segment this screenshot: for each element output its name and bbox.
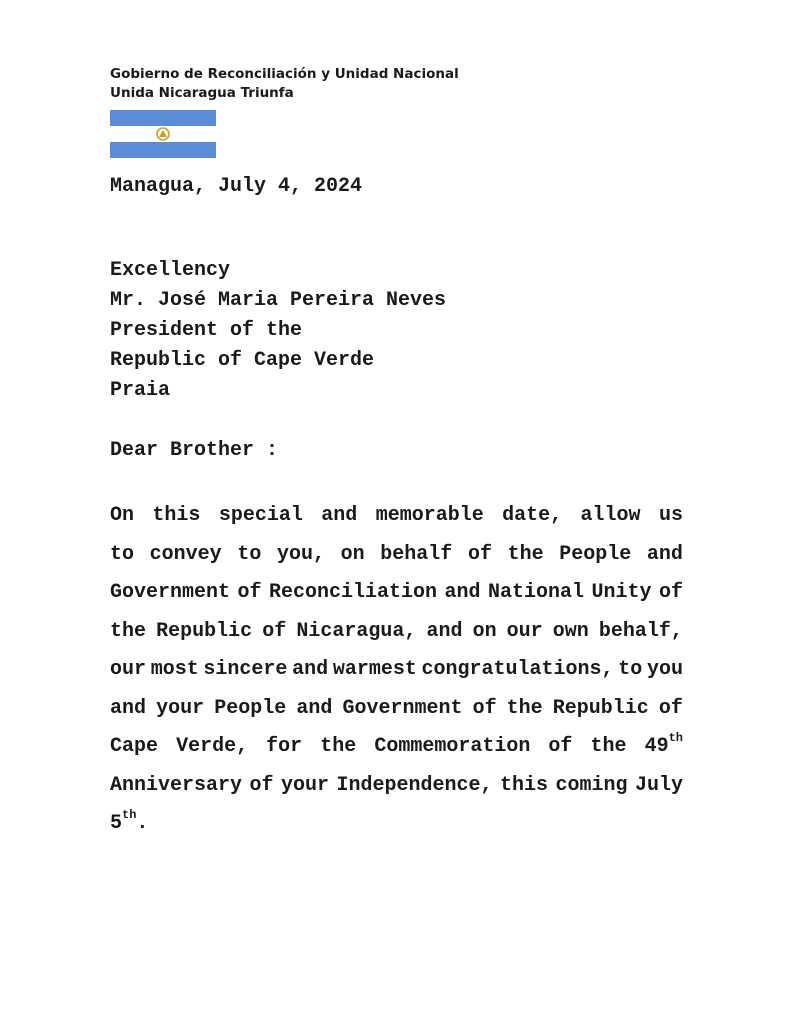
body-word: you,: [276, 542, 325, 566]
body-word: of: [548, 735, 573, 758]
body-line: [110, 690, 683, 729]
addressee-country: Republic of Cape Verde: [110, 349, 375, 372]
body-word: Republic: [552, 696, 649, 720]
body-line: [110, 497, 683, 536]
addressee-honorific: Excellency: [110, 259, 231, 282]
body-line: [110, 805, 683, 844]
body-word: on: [472, 619, 497, 643]
body-word: the: [507, 542, 544, 566]
body-word: behalf: [380, 542, 453, 566]
body-word: On: [110, 504, 135, 527]
body-word: Government: [110, 581, 231, 604]
body-word: allow: [580, 504, 641, 527]
body-word: Verde,: [176, 735, 249, 758]
addressee-block: [110, 256, 446, 406]
letter-date: Managua, July 4, 2024: [110, 175, 363, 198]
body-word: July: [634, 773, 683, 797]
body-word: on: [340, 542, 365, 566]
body-word: 5th.: [110, 808, 149, 835]
letterhead: [110, 65, 459, 103]
body-word: Government: [342, 696, 463, 720]
body-word: own: [552, 619, 589, 643]
body-word: coming: [555, 773, 628, 797]
letter-body: [110, 497, 683, 844]
body-word: Reconciliation: [268, 581, 438, 604]
body-word: and: [444, 581, 481, 604]
body-word: this: [152, 504, 201, 527]
body-word: our: [110, 658, 147, 681]
body-word: and: [646, 542, 683, 566]
body-word: Nicaragua,: [296, 619, 417, 643]
body-word: and: [296, 696, 333, 720]
body-word: Anniversary: [110, 773, 243, 797]
body-word-ordinal: 49th: [644, 731, 683, 758]
body-word: this: [499, 773, 548, 797]
addressee-city: Praia: [110, 379, 171, 402]
body-word: our: [506, 619, 543, 643]
body-word: for: [266, 735, 303, 758]
body-word: Cape: [110, 735, 159, 758]
body-line: [110, 613, 683, 652]
body-word: and: [426, 619, 463, 643]
body-word: date,: [502, 504, 563, 527]
body-word: congratulations,: [421, 658, 614, 681]
addressee-title: President of the: [110, 319, 303, 342]
body-word: and: [321, 504, 358, 527]
body-word: memorable: [375, 504, 484, 527]
body-word: of: [658, 696, 683, 720]
letterhead-slogan: Unida Nicaragua Triunfa: [110, 85, 294, 101]
body-word: People: [214, 696, 287, 720]
body-word: the: [110, 619, 147, 643]
body-word: Unity: [591, 581, 652, 604]
body-word: convey: [149, 542, 222, 566]
body-word: People: [559, 542, 632, 566]
body-line: [110, 574, 683, 613]
body-word: your: [280, 773, 329, 797]
body-word: Republic: [156, 619, 253, 643]
body-word: Independence,: [336, 773, 493, 797]
body-word: you: [646, 658, 683, 681]
body-word: National: [487, 581, 584, 604]
body-word: most: [150, 658, 199, 681]
nicaragua-flag-icon: [110, 110, 216, 158]
body-word: the: [506, 696, 543, 720]
body-word: your: [156, 696, 205, 720]
body-word: to: [110, 542, 135, 566]
body-word: the: [590, 735, 627, 758]
body-line: [110, 728, 683, 767]
body-word: to: [618, 658, 643, 681]
body-word: sincere: [203, 658, 288, 681]
body-word: and: [110, 696, 147, 720]
body-line: [110, 536, 683, 575]
body-word: of: [472, 696, 497, 720]
body-word: of: [249, 773, 274, 797]
body-word: of: [237, 581, 262, 604]
body-word: Commemoration: [374, 735, 531, 758]
salutation: Dear Brother :: [110, 439, 279, 462]
addressee-name: Mr. José Maria Pereira Neves: [110, 289, 447, 312]
body-word: the: [320, 735, 357, 758]
body-word: of: [658, 581, 683, 604]
letterhead-government-name: Gobierno de Reconciliación y Unidad Nacional: [110, 66, 459, 82]
body-word: behalf,: [598, 619, 683, 643]
body-word: to: [237, 542, 262, 566]
body-line: [110, 767, 683, 806]
body-word: warmest: [332, 658, 417, 681]
body-word: us: [658, 504, 683, 527]
body-line: [110, 651, 683, 690]
body-word: of: [262, 619, 287, 643]
body-word: and: [292, 658, 329, 681]
body-word: of: [467, 542, 492, 566]
body-word: special: [218, 504, 303, 527]
